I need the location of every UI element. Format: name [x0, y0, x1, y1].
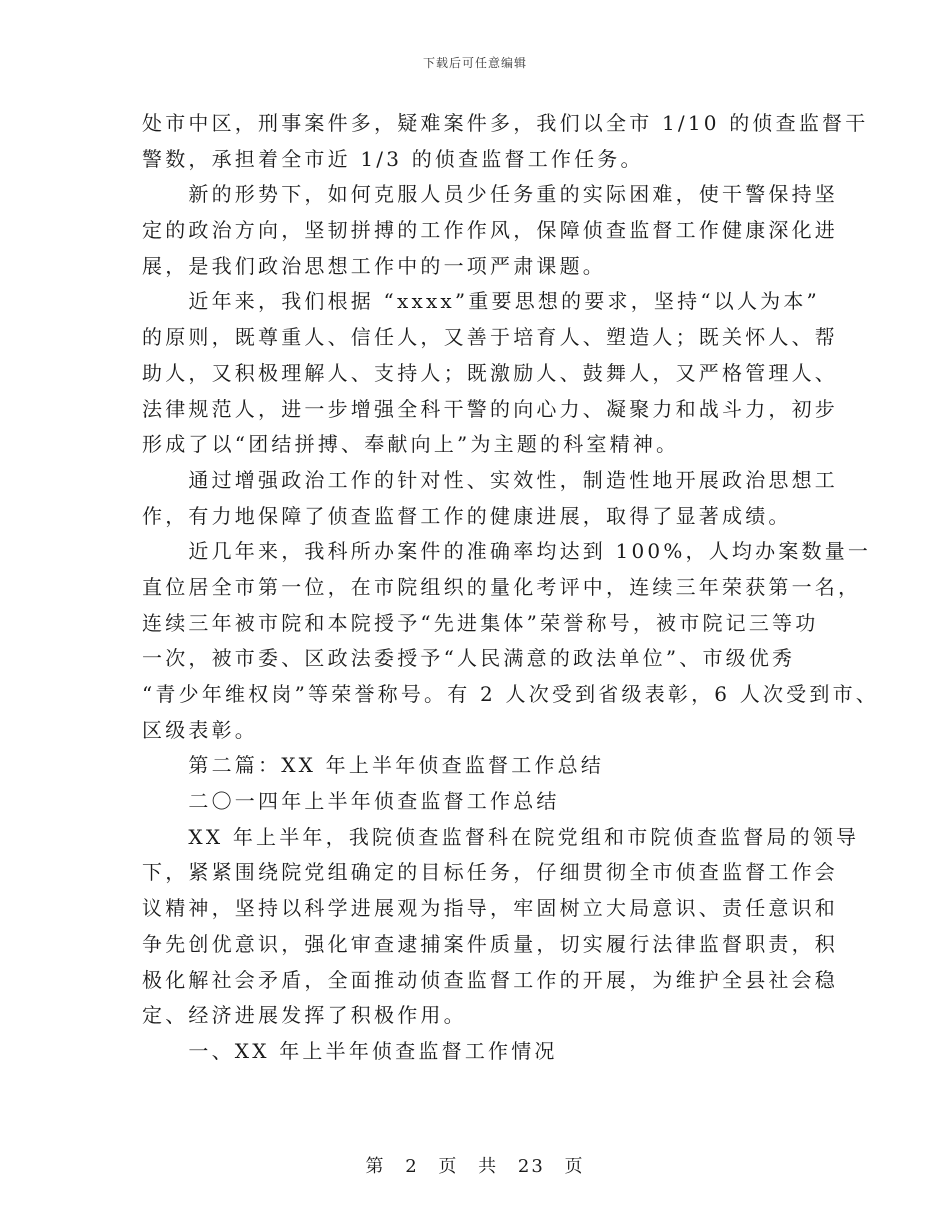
text-line: 新的形势下，如何克服人员少任务重的实际困难，使干警保持坚 — [142, 182, 838, 207]
text-line: 的原则，既尊重人、信任人，又善于培育人、塑造人；既关怀人、帮 — [142, 325, 838, 350]
text-line: 法律规范人，进一步增强全科干警的向心力、凝聚力和战斗力，初步 — [142, 396, 838, 421]
text-line: 近年来，我们根据 “xxxx”重要思想的要求，坚持“以人为本” — [142, 289, 820, 314]
text-line: 通过增强政治工作的针对性、实效性，制造性地开展政治思想工 — [142, 467, 838, 492]
text-line: 议精神，坚持以科学进展观为指导，牢固树立大局意识、责任意识和 — [142, 896, 838, 921]
total-pages: 23 — [517, 1156, 545, 1177]
text-line: 下，紧紧围绕院党组确定的目标任务，仔细贯彻全市侦查监督工作会 — [142, 860, 838, 885]
footer-suffix: 页 — [564, 1156, 585, 1177]
section-heading: 一、XX 年上半年侦查监督工作情况 — [142, 1038, 558, 1063]
text-line: 展，是我们政治思想工作中的一项严肃课题。 — [142, 253, 606, 278]
text-line: 警数，承担着全市近 1/3 的侦查监督工作任务。 — [142, 146, 644, 171]
text-line: 连续三年被市院和本院授予“先进集体”荣誉称号，被市院记三等功 — [142, 610, 819, 635]
text-line: XX 年上半年，我院侦查监督科在院党组和市院侦查监督局的领导 — [142, 824, 860, 849]
section-subheading: 二〇一四年上半年侦查监督工作总结 — [142, 789, 560, 814]
document-body — [142, 106, 879, 1070]
text-line: “青少年维权岗”等荣誉称号。有 2 人次受到省级表彰，6 人次受到市、 — [142, 682, 879, 706]
text-line: 形成了以“团结拼搏、奉献向上”为主题的科室精神。 — [142, 432, 680, 457]
text-line: 定的政治方向，坚韧拼搏的工作作风，保障侦查监督工作健康深化进 — [142, 218, 838, 243]
footer-total-word: 共 — [478, 1156, 499, 1177]
text-line: 争先创优意识，强化审查逮捕案件质量，切实履行法律监督职责，积 — [142, 931, 838, 956]
text-line: 定、经济进展发挥了积极作用。 — [142, 1003, 467, 1028]
text-line: 极化解社会矛盾，全面推动侦查监督工作的开展，为维护全县社会稳 — [142, 967, 838, 992]
footer-prefix: 第 — [365, 1156, 386, 1177]
text-line: 作，有力地保障了侦查监督工作的健康进展，取得了显著成绩。 — [142, 503, 792, 528]
text-line: 处市中区，刑事案件多，疑难案件多，我们以全市 1/10 的侦查监督干 — [142, 111, 869, 135]
text-line: 区级表彰。 — [142, 717, 258, 742]
page-header: 下载后可任意编辑 — [422, 56, 527, 70]
page-number: 2 — [405, 1156, 419, 1177]
footer-page-word: 页 — [438, 1156, 459, 1177]
text-line: 助人，又积极理解人、支持人；既激励人、鼓舞人，又严格管理人、 — [142, 360, 838, 385]
text-line: 近几年来，我科所办案件的准确率均达到 100%，人均办案数量一 — [142, 539, 872, 564]
text-line: 一次，被市委、区政法委授予“人民满意的政法单位”、市级优秀 — [142, 646, 796, 671]
section-heading: 第二篇：XX 年上半年侦查监督工作总结 — [142, 753, 605, 778]
text-line: 直位居全市第一位，在市院组织的量化考评中，连续三年荣获第一名， — [142, 574, 862, 599]
page-footer — [0, 1152, 950, 1178]
